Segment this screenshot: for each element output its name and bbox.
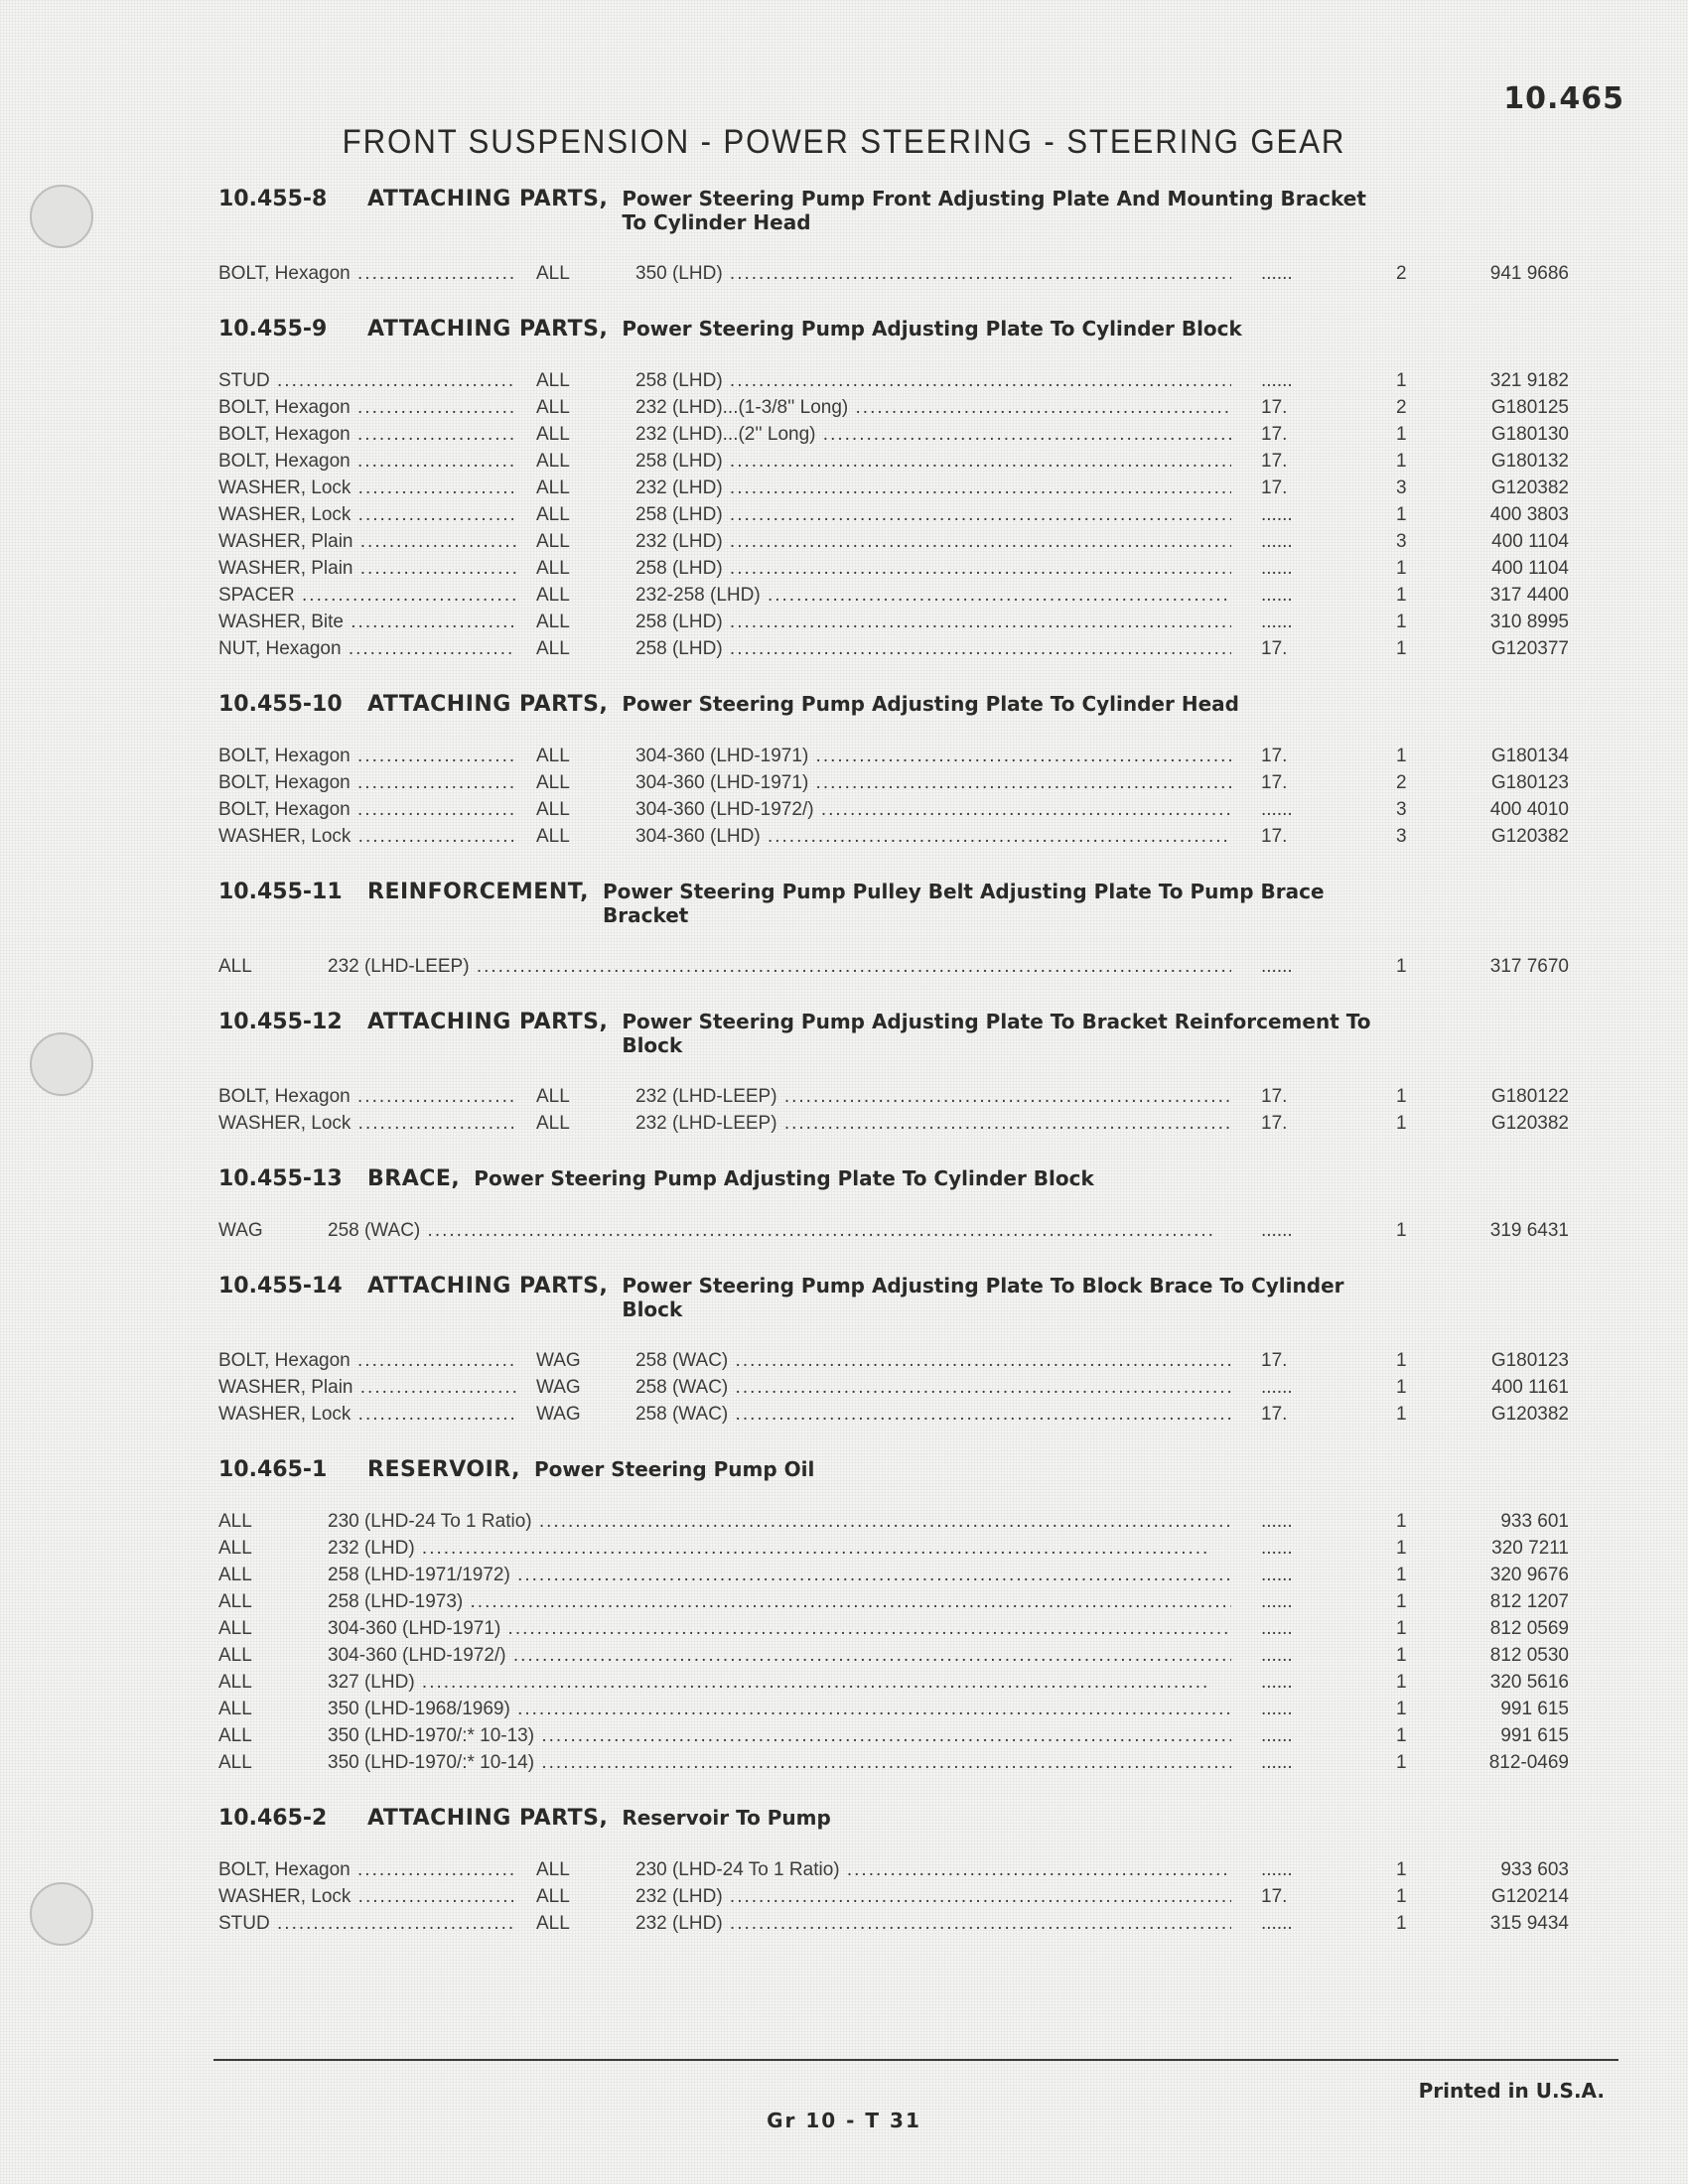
part-number: G120214 (1490, 1886, 1569, 1907)
model-code: ALL (536, 799, 570, 820)
quantity: 1 (1396, 1565, 1407, 1585)
model-code: WAG (218, 1220, 263, 1241)
application-description: 350 (LHD-1970/:* 10-13) ..... (328, 1722, 1231, 1749)
part-number: 400 1161 (1491, 1377, 1569, 1398)
part-number: 320 5616 (1489, 1672, 1569, 1693)
reference-column: 17. (1261, 746, 1288, 766)
model-code: WAG (536, 1350, 581, 1371)
model-code: ALL (218, 1511, 252, 1532)
quantity: 1 (1396, 1350, 1407, 1371)
model-code: ALL (218, 1699, 252, 1719)
reference-column: ...... (1261, 1672, 1293, 1693)
quantity: 1 (1396, 1886, 1407, 1907)
application-description: 258 (LHD) ..... (635, 555, 1231, 582)
part-number: G180134 (1490, 746, 1569, 766)
model-code: WAG (536, 1377, 581, 1398)
section-heading (218, 187, 1559, 234)
application-description: 304-360 (LHD-1971) ..... (635, 743, 1231, 769)
part-number: G180123 (1490, 772, 1569, 793)
model-code: ALL (536, 558, 570, 579)
section-heading (218, 1806, 1559, 1831)
section-name: ATTACHING PARTS, (367, 1010, 609, 1034)
part-name: WASHER, Plain ..... (218, 528, 516, 555)
application-description: 304-360 (LHD-1972/) ..... (328, 1642, 1231, 1669)
part-number: 319 6431 (1489, 1220, 1569, 1241)
page-number: 10.465 (1503, 81, 1624, 116)
application-description: 304-360 (LHD-1971) ..... (328, 1615, 1231, 1642)
printed-in: Printed in U.S.A. (1418, 2079, 1605, 2103)
part-name: BOLT, Hexagon ..... (218, 394, 516, 421)
part-number: 933 601 (1500, 1511, 1569, 1532)
quantity: 3 (1396, 531, 1407, 552)
reference-column: 17. (1261, 1086, 1288, 1107)
part-number: 812-0469 (1488, 1752, 1569, 1773)
application-description: 232 (LHD-LEEP) ..... (328, 953, 1231, 980)
table-row (218, 1508, 1569, 1535)
application-description: 258 (LHD) ..... (635, 448, 1231, 475)
part-name: NUT, Hexagon ..... (218, 635, 516, 662)
part-name: BOLT, Hexagon ..... (218, 260, 516, 287)
table-row (218, 1669, 1569, 1696)
parts-section (218, 692, 1569, 850)
table-row (218, 1374, 1569, 1401)
model-code: ALL (218, 1565, 252, 1585)
table-row (218, 796, 1569, 823)
part-number: G120382 (1490, 1404, 1569, 1425)
model-code: ALL (536, 612, 570, 632)
model-code: ALL (218, 956, 252, 977)
part-number: G180122 (1490, 1086, 1569, 1107)
application-description: 350 (LHD-1970/:* 10-14) ..... (328, 1749, 1231, 1776)
quantity: 1 (1396, 1377, 1407, 1398)
application-description: 304-360 (LHD-1971) ..... (635, 769, 1231, 796)
application-description: 258 (LHD) ..... (635, 635, 1231, 662)
section-code: 10.455-9 (218, 317, 328, 341)
section-code: 10.455-14 (218, 1274, 343, 1298)
part-number: G120382 (1490, 478, 1569, 498)
quantity: 1 (1396, 424, 1407, 445)
table-row (218, 1615, 1569, 1642)
application-description: 232 (LHD) ..... (635, 528, 1231, 555)
part-name: WASHER, Lock ..... (218, 823, 516, 850)
quantity: 2 (1396, 397, 1407, 418)
model-code: ALL (536, 451, 570, 472)
quantity: 1 (1396, 1725, 1407, 1746)
part-number: 812 0569 (1489, 1618, 1569, 1639)
part-number: 991 615 (1500, 1699, 1569, 1719)
reference-column: ...... (1261, 585, 1293, 606)
application-description: 230 (LHD-24 To 1 Ratio) ..... (328, 1508, 1231, 1535)
part-number: 315 9434 (1489, 1913, 1569, 1934)
table-row (218, 1347, 1569, 1374)
table-row (218, 1110, 1569, 1137)
application-description: 258 (LHD-1973) ..... (328, 1588, 1231, 1615)
application-description: 350 (LHD) ..... (635, 260, 1231, 287)
quantity: 1 (1396, 1618, 1407, 1639)
model-code: ALL (536, 772, 570, 793)
part-number: 941 9686 (1489, 263, 1569, 284)
table-row (218, 367, 1569, 394)
application-description: 232 (LHD)...(2'' Long) ..... (635, 421, 1231, 448)
quantity: 1 (1396, 1113, 1407, 1134)
quantity: 1 (1396, 1672, 1407, 1693)
section-description: Power Steering Pump Adjusting Plate To Cylinder Block (622, 317, 1242, 341)
section-name: ATTACHING PARTS, (367, 1274, 609, 1298)
section-name: ATTACHING PARTS, (367, 692, 609, 717)
model-code: ALL (218, 1538, 252, 1559)
part-name: BOLT, Hexagon ..... (218, 796, 516, 823)
reference-column: ...... (1261, 1511, 1293, 1532)
reference-column: 17. (1261, 1404, 1288, 1425)
application-description: 230 (LHD-24 To 1 Ratio) ..... (635, 1856, 1231, 1883)
section-description: Power Steering Pump Adjusting Plate To Cylinder Head (622, 692, 1239, 716)
reference-column: ...... (1261, 1618, 1293, 1639)
part-number: 321 9182 (1489, 370, 1569, 391)
quantity: 3 (1396, 799, 1407, 820)
model-code: ALL (218, 1672, 252, 1693)
reference-column: ...... (1261, 504, 1293, 525)
part-number: 812 0530 (1489, 1645, 1569, 1666)
reference-column: 17. (1261, 1350, 1288, 1371)
table-row (218, 1588, 1569, 1615)
table-row (218, 1856, 1569, 1883)
table-row (218, 743, 1569, 769)
reference-column: 17. (1261, 772, 1288, 793)
table-row (218, 953, 1569, 980)
reference-column: ...... (1261, 612, 1293, 632)
application-description: 232 (LHD) ..... (635, 1910, 1231, 1937)
model-code: ALL (218, 1591, 252, 1612)
model-code: ALL (218, 1725, 252, 1746)
table-row (218, 1883, 1569, 1910)
table-row (218, 448, 1569, 475)
part-name: STUD ..... (218, 1910, 516, 1937)
section-name: ATTACHING PARTS, (367, 317, 609, 341)
section-name: ATTACHING PARTS, (367, 187, 609, 211)
part-number: G120382 (1490, 1113, 1569, 1134)
reference-column: 17. (1261, 451, 1288, 472)
section-heading (218, 1166, 1559, 1191)
model-code: ALL (536, 638, 570, 659)
table-row (218, 501, 1569, 528)
model-code: ALL (536, 1913, 570, 1934)
page-title: FRONT SUSPENSION - POWER STEERING - STEERING GEAR (342, 123, 1346, 161)
model-code: ALL (536, 424, 570, 445)
parts-section (218, 1457, 1569, 1776)
quantity: 2 (1396, 772, 1407, 793)
quantity: 1 (1396, 1086, 1407, 1107)
reference-column: 17. (1261, 1886, 1288, 1907)
reference-column: 17. (1261, 478, 1288, 498)
application-description: 327 (LHD) ..... (328, 1669, 1231, 1696)
parts-section (218, 1806, 1569, 1937)
part-number: 991 615 (1500, 1725, 1569, 1746)
application-description: 232 (LHD-LEEP) ..... (635, 1110, 1231, 1137)
part-name: BOLT, Hexagon ..... (218, 421, 516, 448)
parts-section (218, 187, 1569, 287)
reference-column: 17. (1261, 638, 1288, 659)
quantity: 1 (1396, 1699, 1407, 1719)
application-description: 232 (LHD)...(1-3/8'' Long) ..... (635, 394, 1231, 421)
application-description: 258 (LHD-1971/1972) ..... (328, 1562, 1231, 1588)
table-row (218, 769, 1569, 796)
model-code: ALL (536, 826, 570, 847)
table-row (218, 1749, 1569, 1776)
table-row (218, 475, 1569, 501)
part-number: 400 1104 (1491, 531, 1569, 552)
part-name: WASHER, Lock ..... (218, 475, 516, 501)
reference-column: ...... (1261, 956, 1293, 977)
section-name: ATTACHING PARTS, (367, 1806, 609, 1831)
quantity: 1 (1396, 1645, 1407, 1666)
quantity: 1 (1396, 504, 1407, 525)
section-description: Power Steering Pump Oil (534, 1457, 815, 1481)
table-row (218, 582, 1569, 609)
part-name: WASHER, Plain ..... (218, 1374, 516, 1401)
section-code: 10.455-12 (218, 1010, 343, 1034)
table-row (218, 1401, 1569, 1428)
part-number: 320 9676 (1489, 1565, 1569, 1585)
quantity: 1 (1396, 1752, 1407, 1773)
part-name: BOLT, Hexagon ..... (218, 769, 516, 796)
section-name: RESERVOIR, (367, 1457, 521, 1482)
section-code: 10.465-2 (218, 1806, 328, 1831)
part-name: WASHER, Bite ..... (218, 609, 516, 635)
reference-column: ...... (1261, 1565, 1293, 1585)
reference-column: ...... (1261, 263, 1293, 284)
table-row (218, 1535, 1569, 1562)
part-number: 400 3803 (1489, 504, 1569, 525)
quantity: 1 (1396, 1591, 1407, 1612)
reference-column: ...... (1261, 799, 1293, 820)
quantity: 1 (1396, 558, 1407, 579)
part-number: G180130 (1490, 424, 1569, 445)
part-number: 317 7670 (1489, 956, 1569, 977)
part-number: 933 603 (1500, 1859, 1569, 1880)
quantity: 1 (1396, 451, 1407, 472)
quantity: 1 (1396, 370, 1407, 391)
table-row (218, 1696, 1569, 1722)
model-code: ALL (536, 1859, 570, 1880)
section-description: Power Steering Pump Adjusting Plate To Block Brace To Cylinder Block (622, 1274, 1344, 1321)
application-description: 258 (WAC) ..... (635, 1401, 1231, 1428)
table-row (218, 260, 1569, 287)
reference-column: ...... (1261, 558, 1293, 579)
reference-column: ...... (1261, 1699, 1293, 1719)
section-description: Power Steering Pump Adjusting Plate To Bracket Reinforcement To Block (622, 1010, 1371, 1057)
parts-section (218, 880, 1569, 980)
parts-section (218, 1010, 1569, 1137)
table-row (218, 1217, 1569, 1244)
reference-column: ...... (1261, 1220, 1293, 1241)
table-row (218, 421, 1569, 448)
part-number: 317 4400 (1489, 585, 1569, 606)
application-description: 232 (LHD) ..... (328, 1535, 1231, 1562)
part-number: G180132 (1490, 451, 1569, 472)
parts-list (218, 187, 1569, 1967)
section-code: 10.455-8 (218, 187, 328, 211)
table-row (218, 1722, 1569, 1749)
quantity: 1 (1396, 1859, 1407, 1880)
quantity: 3 (1396, 826, 1407, 847)
reference-column: ...... (1261, 1645, 1293, 1666)
section-heading (218, 317, 1559, 341)
model-code: ALL (536, 504, 570, 525)
table-row (218, 609, 1569, 635)
application-description: 258 (LHD) ..... (635, 367, 1231, 394)
quantity: 1 (1396, 1538, 1407, 1559)
binder-hole-top (30, 185, 93, 248)
parts-section (218, 1166, 1569, 1244)
section-name: REINFORCEMENT, (367, 880, 589, 904)
section-description: Power Steering Pump Adjusting Plate To Cylinder Block (474, 1166, 1094, 1190)
parts-section (218, 317, 1569, 662)
table-row (218, 1642, 1569, 1669)
model-code: ALL (536, 478, 570, 498)
part-name: BOLT, Hexagon ..... (218, 1347, 516, 1374)
reference-column: ...... (1261, 1913, 1293, 1934)
application-description: 232 (LHD-LEEP) ..... (635, 1083, 1231, 1110)
quantity: 3 (1396, 478, 1407, 498)
reference-column: 17. (1261, 826, 1288, 847)
section-code: 10.455-11 (218, 880, 343, 904)
section-heading (218, 1274, 1559, 1321)
reference-column: ...... (1261, 1859, 1293, 1880)
part-name: BOLT, Hexagon ..... (218, 448, 516, 475)
model-code: WAG (536, 1404, 581, 1425)
reference-column: 17. (1261, 424, 1288, 445)
part-number: G180125 (1490, 397, 1569, 418)
part-name: STUD ..... (218, 367, 516, 394)
reference-column: ...... (1261, 370, 1293, 391)
quantity: 1 (1396, 956, 1407, 977)
part-number: 812 1207 (1489, 1591, 1569, 1612)
reference-column: 17. (1261, 397, 1288, 418)
part-name: WASHER, Lock ..... (218, 501, 516, 528)
reference-column: 17. (1261, 1113, 1288, 1134)
application-description: 258 (LHD) ..... (635, 609, 1231, 635)
part-name: WASHER, Plain ..... (218, 555, 516, 582)
table-row (218, 394, 1569, 421)
parts-section (218, 1274, 1569, 1428)
model-code: ALL (536, 531, 570, 552)
table-row (218, 528, 1569, 555)
table-row (218, 1083, 1569, 1110)
quantity: 2 (1396, 263, 1407, 284)
model-code: ALL (218, 1752, 252, 1773)
binder-hole-bottom (30, 1882, 93, 1946)
binder-hole-middle (30, 1032, 93, 1096)
part-number: G180123 (1490, 1350, 1569, 1371)
application-description: 304-360 (LHD-1972/) ..... (635, 796, 1231, 823)
section-code: 10.455-10 (218, 692, 343, 717)
part-number: G120382 (1490, 826, 1569, 847)
model-code: ALL (536, 370, 570, 391)
reference-column: ...... (1261, 1377, 1293, 1398)
section-code: 10.465-1 (218, 1457, 328, 1482)
model-code: ALL (536, 1886, 570, 1907)
quantity: 1 (1396, 1511, 1407, 1532)
reference-column: ...... (1261, 1725, 1293, 1746)
application-description: 258 (WAC) ..... (635, 1374, 1231, 1401)
quantity: 1 (1396, 1404, 1407, 1425)
section-description: Power Steering Pump Pulley Belt Adjusting Plate To Pump Brace Bracket (602, 880, 1325, 927)
part-name: SPACER ..... (218, 582, 516, 609)
reference-column: ...... (1261, 1752, 1293, 1773)
section-heading (218, 1457, 1559, 1482)
section-name: BRACE, (367, 1166, 461, 1191)
quantity: 1 (1396, 1913, 1407, 1934)
section-description: Power Steering Pump Front Adjusting Plate And Mounting Bracket To Cylinder Head (622, 187, 1366, 234)
part-name: BOLT, Hexagon ..... (218, 1856, 516, 1883)
part-name: WASHER, Lock ..... (218, 1401, 516, 1428)
page-reference: Gr 10 - T 31 (767, 2109, 921, 2132)
model-code: ALL (218, 1645, 252, 1666)
quantity: 1 (1396, 638, 1407, 659)
application-description: 232-258 (LHD) ..... (635, 582, 1231, 609)
application-description: 258 (WAC) ..... (635, 1347, 1231, 1374)
model-code: ALL (536, 1086, 570, 1107)
application-description: 258 (LHD) ..... (635, 501, 1231, 528)
model-code: ALL (536, 263, 570, 284)
table-row (218, 823, 1569, 850)
quantity: 1 (1396, 1220, 1407, 1241)
model-code: ALL (218, 1618, 252, 1639)
quantity: 1 (1396, 746, 1407, 766)
footer-rule (213, 2059, 1618, 2061)
model-code: ALL (536, 746, 570, 766)
part-name: BOLT, Hexagon ..... (218, 743, 516, 769)
part-name: BOLT, Hexagon ..... (218, 1083, 516, 1110)
part-number: 400 1104 (1491, 558, 1569, 579)
reference-column: ...... (1261, 531, 1293, 552)
section-description: Reservoir To Pump (622, 1806, 831, 1830)
application-description: 350 (LHD-1968/1969) ..... (328, 1696, 1231, 1722)
part-name: WASHER, Lock ..... (218, 1883, 516, 1910)
table-row (218, 555, 1569, 582)
reference-column: ...... (1261, 1591, 1293, 1612)
table-row (218, 1910, 1569, 1937)
part-number: 320 7211 (1491, 1538, 1569, 1559)
model-code: ALL (536, 1113, 570, 1134)
application-description: 232 (LHD) ..... (635, 475, 1231, 501)
part-name: WASHER, Lock ..... (218, 1110, 516, 1137)
reference-column: ...... (1261, 1538, 1293, 1559)
application-description: 232 (LHD) ..... (635, 1883, 1231, 1910)
section-heading (218, 880, 1559, 927)
section-heading (218, 1010, 1559, 1057)
part-number: 310 8995 (1489, 612, 1569, 632)
table-row (218, 635, 1569, 662)
quantity: 1 (1396, 612, 1407, 632)
section-code: 10.455-13 (218, 1166, 343, 1191)
section-heading (218, 692, 1559, 717)
application-description: 304-360 (LHD) ..... (635, 823, 1231, 850)
model-code: ALL (536, 585, 570, 606)
table-row (218, 1562, 1569, 1588)
quantity: 1 (1396, 585, 1407, 606)
model-code: ALL (536, 397, 570, 418)
part-number: G120377 (1490, 638, 1569, 659)
application-description: 258 (WAC) ..... (328, 1217, 1231, 1244)
part-number: 400 4010 (1489, 799, 1569, 820)
